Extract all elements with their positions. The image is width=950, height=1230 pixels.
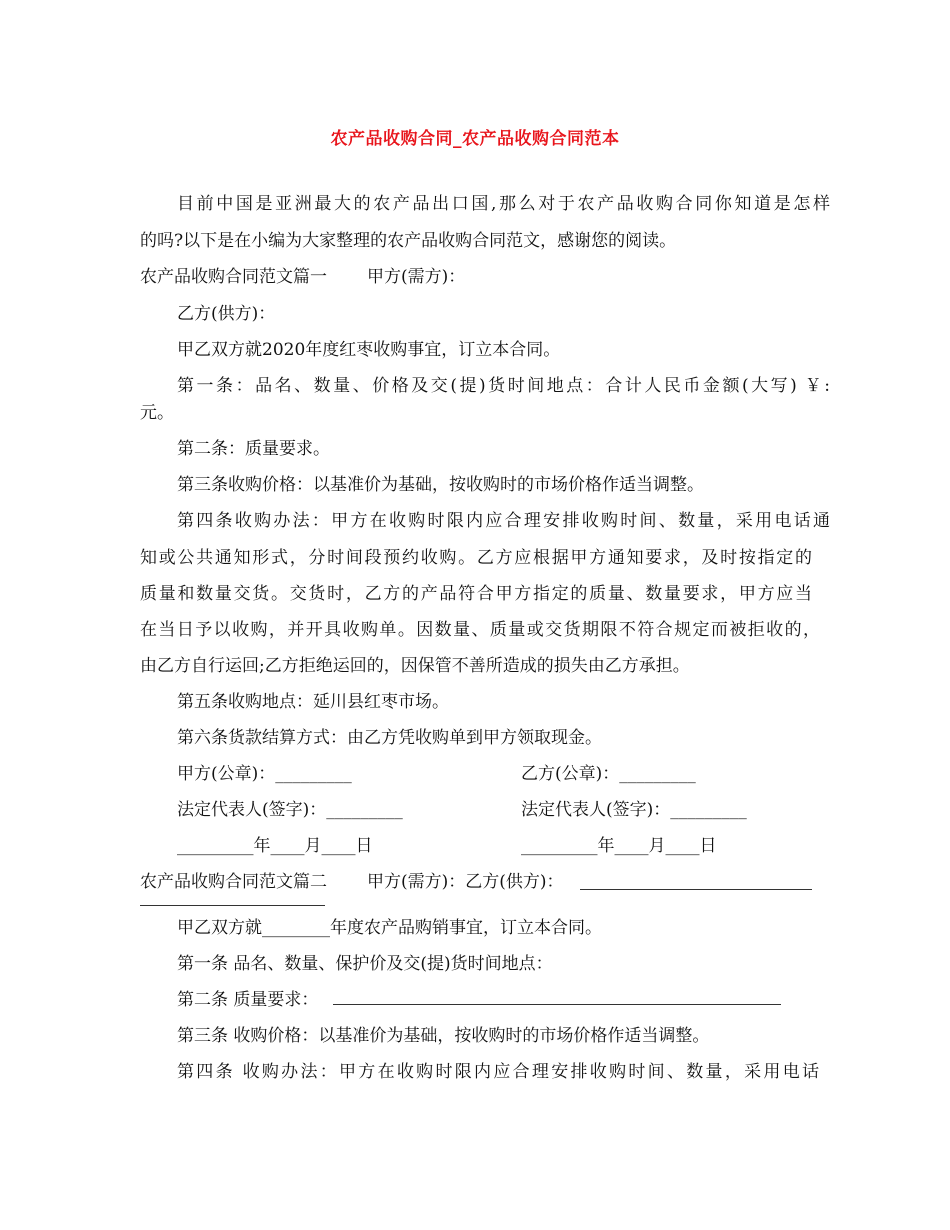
- article-5: 第五条收购地点：延川县红枣市场。: [177, 692, 449, 712]
- article-6: 第六条货款结算方式：由乙方凭收购单到甲方领取现金。: [177, 728, 602, 748]
- agreement-text: 甲乙双方就2020年度红枣收购事宜，订立本合同。: [177, 340, 561, 360]
- sample2-article-3: 第三条 收购价格：以基准价为基础，按收购时的市场价格作适当调整。: [177, 1026, 710, 1046]
- party-b-representative: 法定代表人(签字)：_________: [521, 800, 747, 820]
- intro-paragraph-line: 的吗?以下是在小编为大家整理的农产品收购合同范文，感谢您的阅读。: [140, 231, 677, 251]
- fill-in-line: [580, 889, 812, 890]
- article-4-line: 在当日予以收购，并开具收购单。因数量、质量或交货期限不符合规定而被拒收的，: [140, 620, 820, 640]
- party-b-label: 乙方(供方)：: [177, 304, 276, 324]
- article-4-line: 第四条收购办法：甲方在收购时限内应合理安排收购时间、数量，采用电话通: [177, 511, 830, 531]
- sample2-heading: 农产品收购合同范文篇二: [140, 872, 327, 892]
- sample2-heading-line: [140, 870, 830, 894]
- sample2-article-4: 第四条 收购办法：甲方在收购时限内应合理安排收购时间、数量，采用电话: [177, 1062, 819, 1082]
- article-3: 第三条收购价格：以基准价为基础，按收购时的市场价格作适当调整。: [177, 475, 704, 495]
- sample2-parties: 甲方(需方)：乙方(供方)：: [367, 872, 564, 892]
- fill-in-line: [333, 1004, 781, 1005]
- article-1: 第一条：品名、数量、价格及交(提)货时间地点：合计人民币金额(大写) ￥:: [177, 376, 830, 396]
- article-4-line: 知或公共通知形式，分时间段预约收购。乙方应根据甲方通知要求，及时按指定的: [140, 548, 812, 568]
- party-a-date: _________年____月____日: [177, 836, 373, 856]
- article-2: 第二条：质量要求。: [177, 439, 330, 459]
- party-b-date: _________年____月____日: [521, 836, 717, 856]
- sample2-article-1: 第一条 品名、数量、保护价及交(提)货时间地点：: [177, 954, 553, 974]
- sample2-article-2: 第二条 质量要求：: [177, 990, 319, 1010]
- article-4-line: 质量和数量交货。交货时，乙方的产品符合甲方指定的质量、数量要求，甲方应当: [140, 584, 812, 604]
- sample2-agreement: 甲乙双方就________年度农产品购销事宜，订立本合同。: [177, 918, 602, 938]
- document-title: 农产品收购合同_农产品收购合同范本: [330, 129, 620, 149]
- article-1-cont: 元。: [140, 403, 174, 423]
- sample1-heading-line: [140, 265, 830, 289]
- fill-in-line: [140, 905, 325, 906]
- party-a-representative: 法定代表人(签字)：_________: [177, 800, 403, 820]
- party-b-seal: 乙方(公章)：_________: [521, 764, 696, 784]
- intro-paragraph-line: 目前中国是亚洲最大的农产品出口国,那么对于农产品收购合同你知道是怎样: [177, 194, 830, 214]
- article-4-line: 由乙方自行运回;乙方拒绝运回的，因保管不善所造成的损失由乙方承担。: [140, 656, 690, 676]
- party-a-label: 甲方(需方)：: [367, 267, 466, 287]
- party-a-seal: 甲方(公章)：_________: [177, 764, 352, 784]
- sample1-heading: 农产品收购合同范文篇一: [140, 267, 327, 287]
